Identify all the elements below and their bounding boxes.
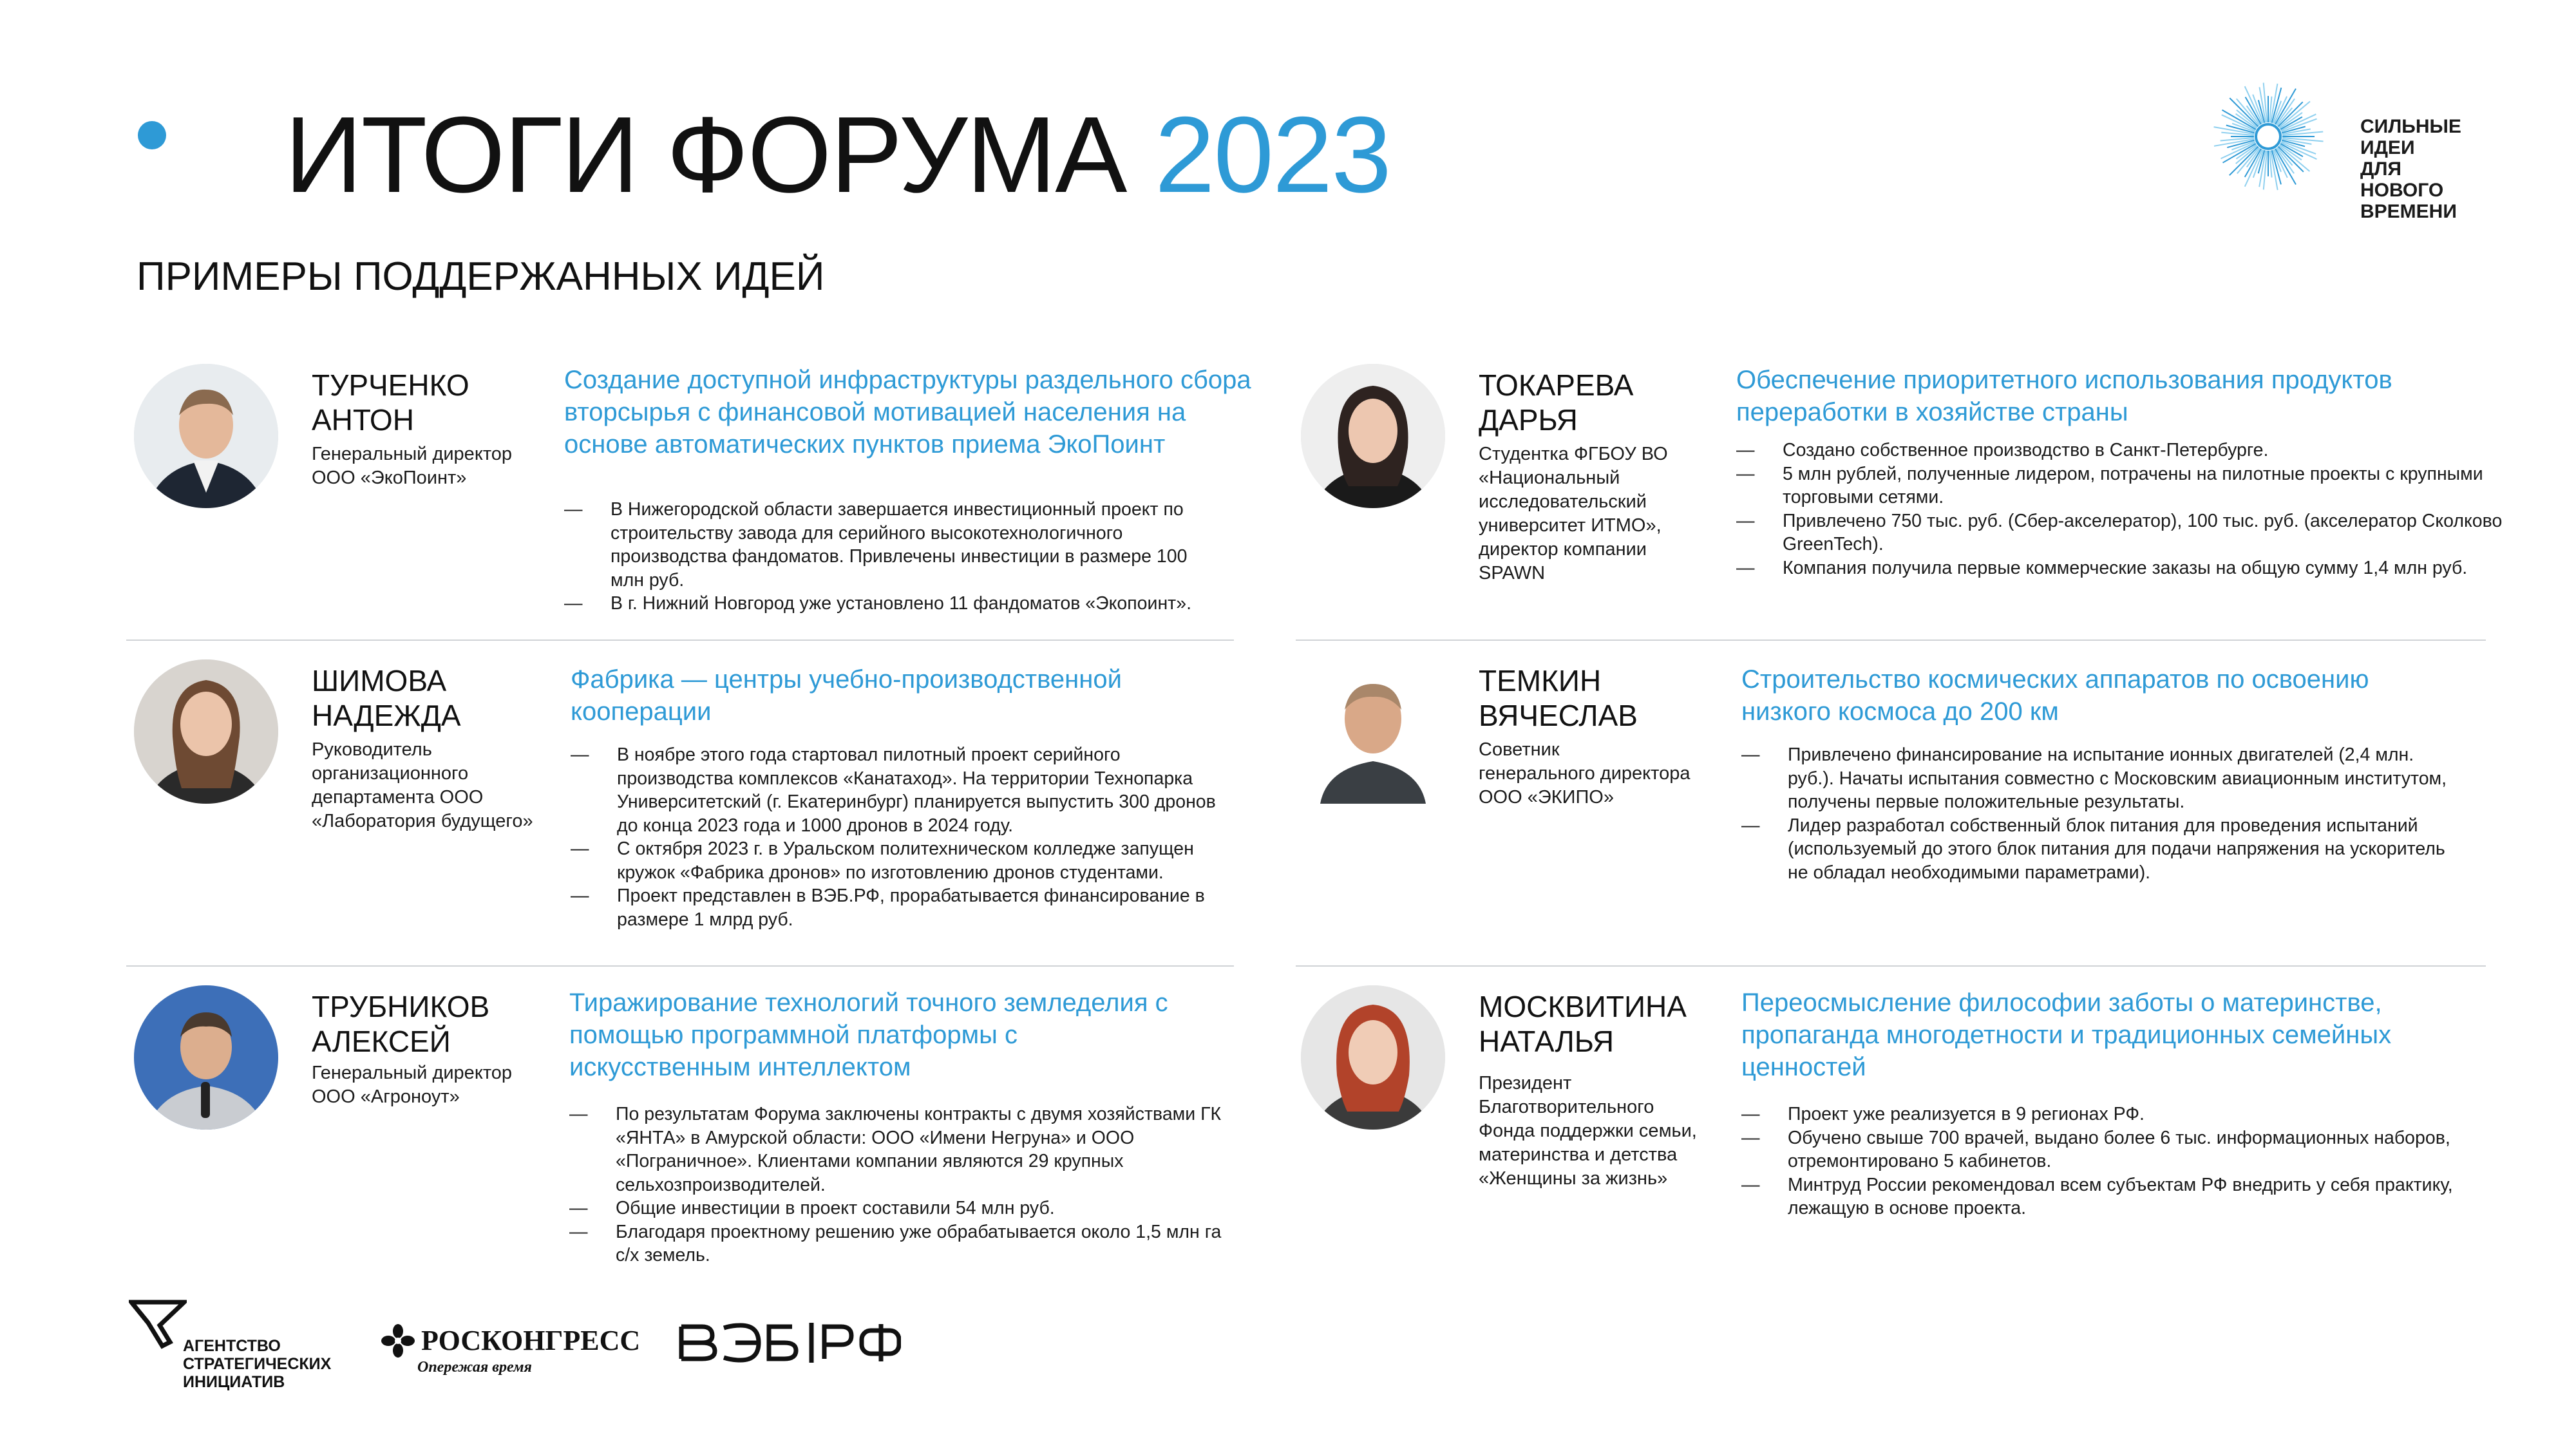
asi-logo-text: АГЕНТСТВО СТРАТЕГИЧЕСКИХ ИНИЦИАТИВ (183, 1337, 332, 1391)
project-title: Переосмысление философии заботы о материнстве, пропаганда многодетности и традиционных семейных ценностей (1741, 989, 2392, 1081)
bullet-item: — По результатам Форума заключены контракты с двумя хозяйствами ГК «ЯНТА» в Амурской области: ООО «Имени Негруна» и ООО «Пограничное». Клиентами компании являются 29 крупных сельхозпроизводителей. (569, 1104, 1222, 1195)
asi-logo (129, 1300, 335, 1391)
bullet-item: — В Нижегородской области завершается инвестиционный проект по строительству завода для серийного высокотехнологичного производства фандоматов. Привлечены инвестиции в размере 100 млн руб. (564, 499, 1188, 591)
bullet-item: — Минтруд России рекомендовал всем субъектам РФ внедрить у себя практику, лежащую в основе проекта. (1741, 1174, 2453, 1218)
row-divider (126, 965, 1234, 967)
bullet-item: — Обучено свыше 700 врачей, выдано более 6 тыс. информационных наборов, отремонтировано 5 кабинетов. (1741, 1127, 2450, 1171)
forum-brand-text: СИЛЬНЫЕ ИДЕИ ДЛЯ НОВОГО ВРЕМЕНИ (2360, 116, 2461, 222)
veb-logo (679, 1321, 904, 1367)
project-card-tokareva (1301, 364, 2503, 634)
project-title: Строительство космических аппаратов по освоению низкого космоса до 200 км (1741, 665, 2369, 726)
asi-emblem-icon (129, 1300, 187, 1351)
avatar-trubnikov (134, 985, 278, 1130)
row-divider (126, 639, 1234, 641)
bullet-item: — Привлечено 750 тыс. руб. (Сбер-акселератор), 100 тыс. руб. (акселератор Сколково GreenTech). (1736, 510, 2503, 554)
project-title: Обеспечение приоритетного использования продуктов переработки в хозяйстве страны (1736, 366, 2392, 426)
person-name: ТУРЧЕНКО АНТОН (312, 368, 469, 437)
bullet-item: — Общие инвестиции в проект составили 54 млн руб. (569, 1198, 1055, 1218)
bullet-item: — Благодаря проектному решению уже обрабатывается около 1,5 млн га с/х земель. (569, 1221, 1222, 1265)
project-bullets (564, 498, 1221, 616)
veb-logo-mark (679, 1321, 901, 1364)
page-title-main: ИТОГИ ФОРУМА (285, 94, 1126, 215)
bullet-item: — С октября 2023 г. в Уральском политехническом колледже запущен кружок «Фабрика дронов» по изготовлению дронов студентами. (571, 838, 1194, 883)
avatar-shimova (134, 659, 278, 804)
project-card-trubnikov (134, 985, 1242, 1288)
person-name: ТОКАРЕВА ДАРЬЯ (1479, 368, 1634, 437)
bullet-item: — В ноябре этого года стартовал пилотный проект серийного производства комплексов «Канатаход». На территории Технопарка Университетский (г. Екатеринбург) планируется выпустить 300 дронов до конца 2023 года и 1000 дронов в 2024 году. (571, 744, 1216, 836)
avatar-moskvitina (1301, 985, 1445, 1130)
bullet-item: — Компания получила первые коммерческие заказы на общую сумму 1,4 млн руб. (1736, 557, 2468, 578)
person-role: Генеральный директор ООО «Агроноут» (312, 1063, 513, 1107)
person-role: Руководитель организационного департамента ООО «Лаборатория будущего» (312, 739, 533, 831)
bullet-item: — Создано собственное производство в Санкт-Петербурге. (1736, 440, 2269, 460)
project-title: Тиражирование технологий точного земледелия с помощью программной платформы с искусственным интеллектом (569, 989, 1168, 1081)
row-divider (1296, 965, 2486, 967)
person-name: ШИМОВА НАДЕЖДА (312, 664, 461, 732)
page-subtitle: ПРИМЕРЫ ПОДДЕРЖАННЫХ ИДЕЙ (137, 254, 825, 299)
project-card-turchenko (134, 364, 1251, 634)
accent-dot (138, 121, 166, 149)
avatar-turchenko (134, 364, 278, 508)
avatar-tokareva (1301, 364, 1445, 508)
project-bullets (1741, 743, 2463, 884)
row-divider (1296, 639, 2486, 641)
project-bullets (1741, 1103, 2463, 1220)
person-name: ТЕМКИН ВЯЧЕСЛАВ (1479, 664, 1638, 732)
project-bullets (569, 1103, 1226, 1267)
roscongress-flower-icon (381, 1324, 415, 1358)
project-title: Фабрика — центры учебно-производственной кооперации (571, 665, 1122, 726)
project-title: Создание доступной инфраструктуры раздельного сбора вторсырья с финансовой мотивацией населения на основе автоматических пунктов приема ЭкоПоинт (564, 366, 1251, 459)
bullet-item: — Проект представлен в ВЭБ.РФ, прорабатывается финансирование в размере 1 млрд руб. (571, 886, 1205, 930)
person-name: ТРУБНИКОВ АЛЕКСЕЙ (312, 990, 490, 1058)
bullet-item: — 5 млн рублей, полученные лидером, потрачены на пилотные проекты с крупными торговыми сетями. (1736, 463, 2483, 507)
radial-burst-icon (2209, 77, 2338, 206)
person-name: МОСКВИТИНА НАТАЛЬЯ (1479, 990, 1687, 1058)
person-role: Генеральный директор ООО «ЭкоПоинт» (312, 444, 513, 488)
project-bullets (571, 743, 1240, 931)
roscongress-logo-text: РОСКОНГРЕСС (421, 1325, 641, 1356)
person-role: Советник генерального директора ООО «ЭКИПО» (1479, 739, 1690, 808)
project-card-shimova (134, 659, 1242, 962)
bullet-item: — Проект уже реализуется в 9 регионах РФ. (1741, 1104, 2145, 1124)
project-card-moskvitina (1301, 985, 2499, 1288)
roscongress-logo (381, 1320, 639, 1385)
bullet-item: — В г. Нижний Новгород уже установлено 11 фандоматов «Экопоинт». (564, 593, 1192, 614)
avatar-temkin (1301, 659, 1445, 804)
page-title-year: 2023 (1155, 94, 1390, 215)
person-role: Президент Благотворительного Фонда поддержки семьи, материнства и детства «Женщины за жизнь» (1479, 1073, 1697, 1189)
forum-brand-logo (2209, 77, 2461, 222)
project-bullets (1736, 439, 2509, 580)
roscongress-tagline: Опережая время (417, 1359, 532, 1376)
person-role: Студентка ФГБОУ ВО «Национальный исследовательский университет ИТМО», директор компании SPAWN (1479, 444, 1668, 583)
project-card-temkin (1301, 659, 2499, 962)
page-title (285, 94, 1390, 215)
bullet-item: — Лидер разработал собственный блок питания для проведения испытаний (используемый до этого блок питания для подачи напряжения на ускоритель не обладал необходимыми параметрами). (1741, 815, 2445, 883)
bullet-item: — Привлечено финансирование на испытание ионных двигателей (2,4 млн. руб.). Начаты испытания совместно с Московским авиационным институтом, получены первые положительные результаты. (1741, 744, 2447, 812)
